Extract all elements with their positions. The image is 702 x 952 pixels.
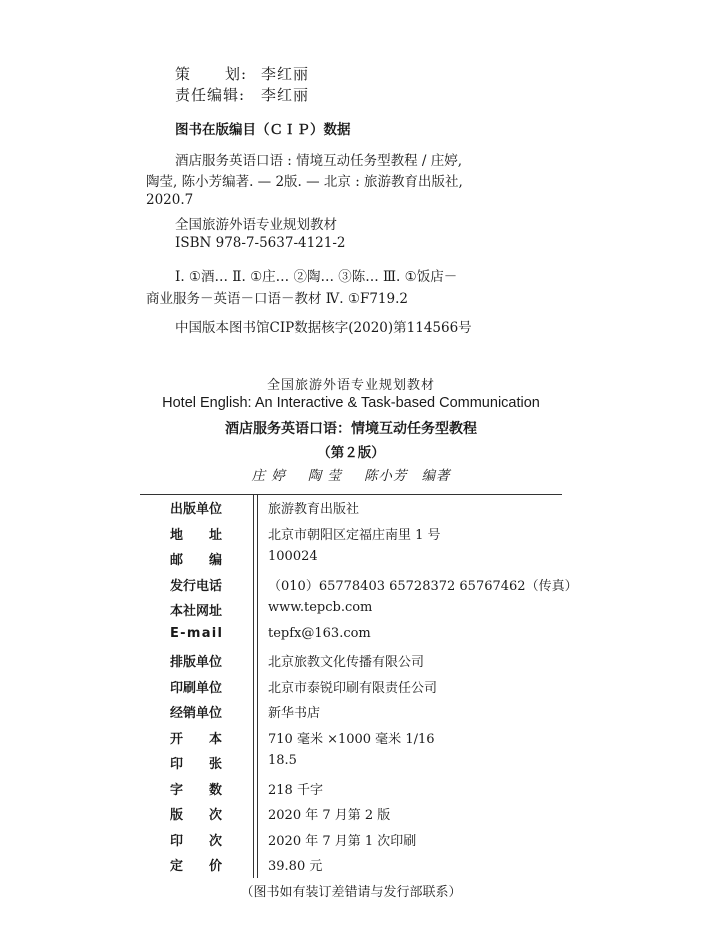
table-row — [0, 498, 702, 523]
cip-line-1: 酒店服务英语口语 : 情境互动任务型教程 / 庄婷, — [175, 153, 463, 169]
cip-line-3: 2020.7 — [146, 192, 194, 208]
row-label-char: 网 — [196, 604, 210, 619]
cip-heading: 图书在版编目（ＣＩＰ）数据 — [175, 122, 351, 138]
row-label-char: 印 — [170, 680, 184, 696]
row-label-char: i — [211, 625, 217, 641]
row-label-char: 字 — [170, 782, 184, 798]
row-label-char: 开 — [170, 731, 184, 747]
table-row — [0, 779, 702, 804]
table-row — [0, 651, 702, 676]
cip-line-2: 陶莹, 陈小芳编著. — 2版. — 北京 : 旅游教育出版社, — [146, 174, 463, 190]
row-label — [170, 626, 222, 641]
row-label-char: 位 — [209, 502, 223, 517]
cip-isbn: ISBN 978-7-5637-4121-2 — [175, 235, 346, 251]
row-label-char: 本 — [208, 731, 222, 747]
planner-credit — [175, 63, 309, 84]
row-label-char: 印 — [170, 757, 184, 772]
row-value: 北京旅教文化传播有限公司 — [268, 655, 425, 670]
row-label-char: 张 — [208, 757, 222, 772]
row-label-char: 发 — [170, 578, 184, 594]
row-label-char: 电 — [196, 578, 210, 594]
row-label-char: 位 — [209, 680, 223, 696]
authors — [0, 464, 702, 484]
row-value: www.tepcb.com — [268, 600, 373, 615]
row-label-char: 话 — [209, 578, 223, 594]
row-label-char: 定 — [170, 859, 184, 874]
row-label — [170, 677, 222, 696]
row-value: 北京市泰锐印刷有限责任公司 — [268, 680, 438, 696]
row-value: 710 毫米 ×1000 毫米 1/16 — [268, 731, 435, 747]
table-row — [0, 855, 702, 880]
row-value: 2020 年 7 月第 2 版 — [268, 808, 391, 823]
table-row — [0, 600, 702, 625]
row-value: （010）65778403 65728372 65767462（传真） — [268, 578, 578, 594]
row-label-char: 经 — [170, 706, 184, 721]
table-row — [0, 524, 702, 549]
row-label — [170, 651, 222, 670]
row-label-char: 位 — [209, 655, 223, 670]
row-label-char: 位 — [209, 706, 223, 721]
cip-classification-1: Ⅰ. ①酒… Ⅱ. ①庄… ②陶… ③陈… Ⅲ. ①饭店－ — [175, 269, 458, 285]
author-2: 陶 莹 — [307, 468, 343, 484]
row-label-char: 印 — [170, 833, 184, 849]
row-label — [170, 855, 222, 874]
planner-label: 策 划: — [175, 65, 248, 83]
row-label-char: 邮 — [170, 553, 184, 568]
row-label — [170, 600, 222, 619]
row-label-char: a — [201, 625, 211, 641]
editor-label: 责任编辑: — [175, 86, 246, 104]
table-top-rule — [140, 494, 562, 495]
row-label-char: 次 — [208, 808, 222, 823]
row-value: 旅游教育出版社 — [268, 502, 360, 517]
table-row — [0, 702, 702, 727]
table-row — [0, 677, 702, 702]
table-row — [0, 575, 702, 600]
english-title: Hotel English: An Interactive & Task-based Communication — [162, 395, 540, 411]
cip-series: 全国旅游外语专业规划教材 — [175, 217, 337, 233]
row-label — [170, 804, 222, 823]
row-value: 2020 年 7 月第 1 次印刷 — [268, 833, 417, 849]
row-label-char: 址 — [209, 604, 223, 619]
editor-name: 李红丽 — [261, 86, 310, 104]
row-label — [170, 575, 222, 594]
table-row — [0, 804, 702, 829]
series-name: 全国旅游外语专业规划教材 — [266, 378, 435, 393]
row-value: 北京市朝阳区定福庄南里 1 号 — [268, 527, 441, 543]
table-row — [0, 728, 702, 753]
row-label-char: 址 — [208, 527, 222, 543]
table-row — [0, 549, 702, 574]
editor-credit — [175, 84, 309, 105]
cip-record-number: 中国版本图书馆CIP数据核字(2020)第114566号 — [175, 320, 472, 336]
row-label-char: 单 — [196, 680, 210, 696]
row-label — [170, 702, 222, 721]
row-label-char: 次 — [208, 833, 222, 849]
row-label — [170, 753, 222, 772]
cip-classification-2: 商业服务－英语－口语－教材 Ⅳ. ①F719.2 — [146, 291, 408, 307]
row-label-char: E — [170, 625, 179, 641]
row-value: 100024 — [268, 549, 318, 564]
row-value: 39.80 元 — [268, 859, 323, 874]
row-label-char: 版 — [183, 655, 197, 670]
row-label-char: 价 — [208, 859, 222, 874]
row-label-char: 地 — [170, 527, 184, 543]
row-value: 新华书店 — [268, 706, 321, 721]
row-label-char: 刷 — [183, 680, 197, 696]
row-label — [170, 524, 222, 543]
row-label — [170, 549, 222, 568]
row-label-char: 单 — [196, 655, 210, 670]
row-label — [170, 728, 222, 747]
author-3: 陈小芳 — [364, 468, 408, 484]
edition: （第２版） — [317, 445, 385, 461]
row-value: tepfx@163.com — [268, 625, 371, 641]
planner-name: 李红丽 — [261, 65, 310, 83]
author-1: 庄 婷 — [251, 468, 286, 484]
row-value: 18.5 — [268, 753, 297, 768]
author-role: 编著 — [421, 468, 451, 484]
row-label-char: 单 — [196, 502, 210, 517]
row-label-char: 本 — [170, 604, 184, 619]
row-value: 218 千字 — [268, 782, 323, 798]
table-row — [0, 626, 702, 651]
row-label-char: 行 — [183, 578, 197, 594]
row-label-char: 编 — [208, 553, 222, 568]
row-label-char: 版 — [183, 502, 197, 517]
row-label-char: 数 — [208, 782, 222, 798]
row-label-char: - — [180, 625, 186, 641]
chinese-title: 酒店服务英语口语：情境互动任务型教程 — [225, 421, 477, 437]
row-label-char: 版 — [170, 808, 184, 823]
row-label — [170, 830, 222, 849]
row-label-char: 出 — [170, 502, 184, 517]
row-label-char: m — [186, 625, 201, 641]
footer-note: （图书如有装订差错请与发行部联系） — [240, 885, 462, 900]
row-label — [170, 779, 222, 798]
table-row — [0, 753, 702, 778]
row-label-char: 社 — [183, 604, 197, 619]
row-label-char: 排 — [170, 655, 184, 670]
table-row — [0, 830, 702, 855]
row-label-char: 单 — [196, 706, 210, 721]
row-label-char: 销 — [183, 706, 197, 721]
row-label-char: l — [217, 625, 222, 641]
row-label — [170, 498, 222, 517]
